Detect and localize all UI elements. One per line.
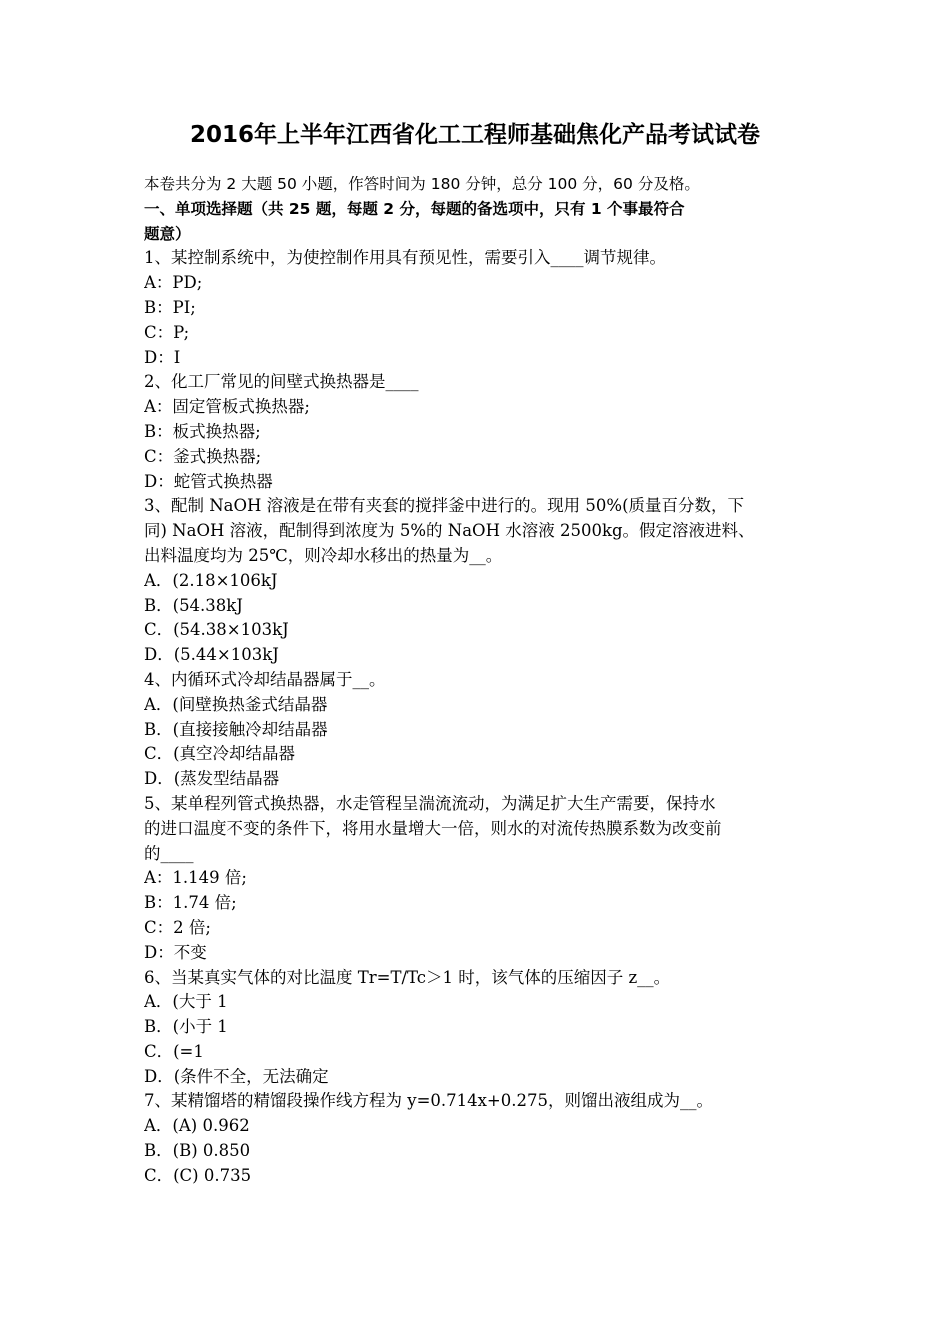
option-c: C．(=1 [144,1041,204,1061]
page-title: 2016年上半年江西省化工工程师基础焦化产品考试试卷 [189,122,760,148]
question-6 [144,966,814,1090]
question-stem: 6、当某真实气体的对比温度 Tr=T/Tc＞1 时，该气体的压缩因子 z__。 [144,967,671,987]
option-b: B：1.74 倍; [144,893,237,913]
question-1 [144,246,814,370]
question-stem: 3、配制 NaOH 溶液是在带有夹套的搅拌釜中进行的。现用 50%(质量百分数，下 [144,496,745,516]
exam-instructions: 本卷共分为 2 大题 50 小题，作答时间为 180 分钟，总分 100 分，60 分及格。 [144,175,700,193]
option-b: B：PI; [144,297,196,317]
option-a: A：1.149 倍; [144,868,247,888]
option-d: D．(5.44×103kJ [144,645,279,665]
question-7 [144,1089,814,1188]
option-d: D：不变 [144,942,207,962]
option-b: B．(小于 1 [144,1017,228,1037]
option-a: A．(大于 1 [144,992,228,1012]
question-stem: 5、某单程列管式换热器，水走管程呈湍流流动，为满足扩大生产需要，保持水 [144,793,716,813]
question-stem: 1、某控制系统中，为使控制作用具有预见性，需要引入____调节规律。 [144,248,666,268]
option-a: A．(间壁换热釜式结晶器 [144,694,328,714]
option-b: B．(直接接触冷却结晶器 [144,719,328,739]
option-d: D．(蒸发型结晶器 [144,769,280,789]
option-c: C：P; [144,322,190,342]
question-stem: 7、某精馏塔的精馏段操作线方程为 y=0.714x+0.275，则馏出液组成为__。 [144,1091,713,1111]
question-stem: 同) NaOH 溶液，配制得到浓度为 5%的 NaOH 水溶液 2500kg。假定溶液进料、 [144,521,755,541]
option-a: A．(2.18×106kJ [144,570,278,590]
question-stem: 的进口温度不变的条件下，将用水量增大一倍，则水的对流传热膜系数为改变前 [144,818,722,838]
question-3 [144,494,814,668]
option-b: B．(54.38kJ [144,595,243,615]
question-2 [144,370,814,494]
question-stem: 的____ [144,843,194,863]
option-c: C．(54.38×103kJ [144,620,289,640]
section-heading [144,197,814,247]
question-4 [144,668,814,792]
option-a: A：固定管板式换热器; [144,397,310,417]
option-d: D：I [144,347,181,367]
section-heading-line: 题意） [144,224,191,243]
question-5 [144,792,814,966]
question-stem: 4、内循环式冷却结晶器属于__。 [144,669,386,689]
question-stem: 2、化工厂常见的间壁式换热器是____ [144,372,419,392]
document-body [144,172,814,1189]
option-a: A：PD; [144,273,203,293]
option-a: A．(A) 0.962 [144,1116,250,1136]
section-heading-line: 一、单项选择题（共 25 题，每题 2 分，每题的备选项中，只有 1 个事最符合 [144,199,685,218]
option-d: D．(条件不全，无法确定 [144,1066,329,1086]
option-c: C：釜式换热器; [144,446,262,466]
option-c: C．(C) 0.735 [144,1165,252,1185]
option-c: C：2 倍; [144,917,211,937]
question-stem: 出料温度均为 25℃，则冷却水移出的热量为__。 [144,545,503,565]
option-d: D：蛇管式换热器 [144,471,273,491]
option-c: C．(真空冷却结晶器 [144,744,296,764]
option-b: B：板式换热器; [144,421,261,441]
option-b: B．(B) 0.850 [144,1141,251,1161]
